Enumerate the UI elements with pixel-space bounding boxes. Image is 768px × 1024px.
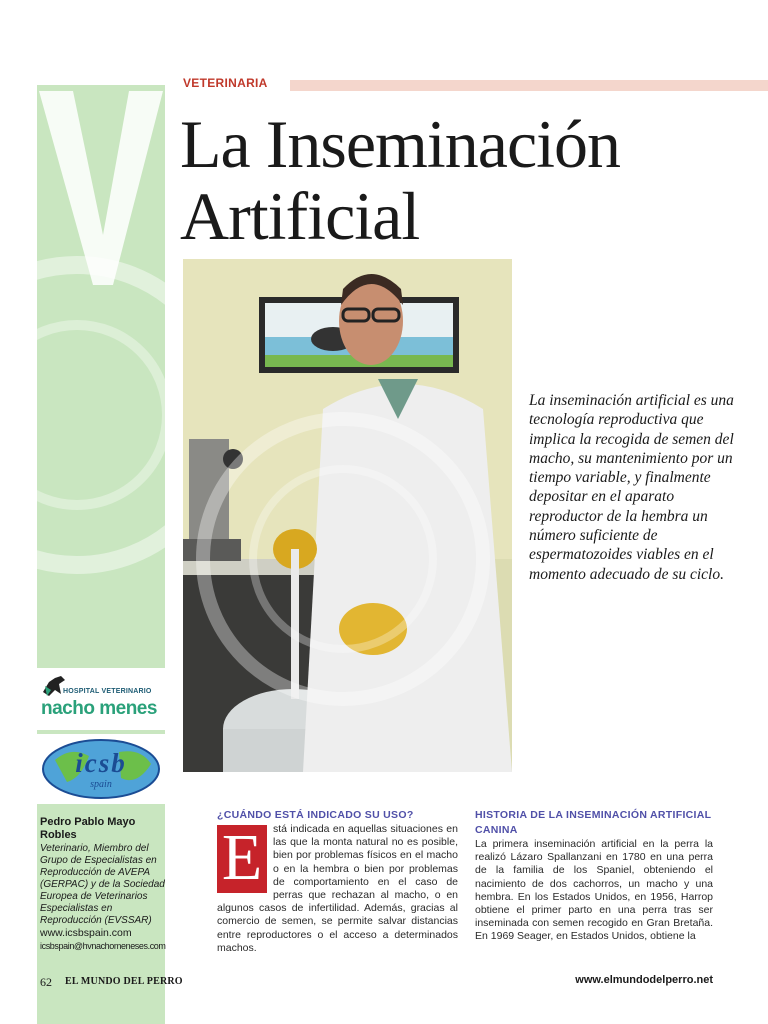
section-label: VETERINARIA: [183, 76, 268, 90]
lead-paragraph: La inseminación artificial es una tecnología reproductiva que implica la recogida de semen del macho, su mantenimiento por un tiempo variable, y finalmente depositar en el aparato reproductor de la hembra un número suficiente de espermatozoides viables en el momento adecuado de su ciclo.: [529, 392, 734, 583]
icsb-logo-text: icsb: [75, 748, 127, 778]
title-line-1: La Inseminación: [180, 106, 621, 182]
article-title: [180, 108, 760, 252]
column-history: [475, 808, 713, 944]
column-heading: HISTORIA DE LA INSEMINACIÓN ARTIFICIAL CANINA: [475, 809, 712, 836]
author-name: Pedro Pablo Mayo Robles: [40, 816, 136, 841]
author-website[interactable]: www.icsbspain.com: [40, 927, 132, 939]
column-body: [217, 823, 458, 955]
column-heading: ¿CUÁNDO ESTÁ INDICADO SU USO?: [217, 809, 414, 821]
article-photo: [183, 259, 512, 772]
icsb-logo: [37, 734, 165, 804]
column-indications: [217, 808, 458, 955]
icsb-logo-subtext: spain: [90, 779, 112, 790]
hospital-logo: [37, 668, 165, 730]
column-body: La primera inseminación artificial en la perra la realizó Lázaro Spallanzani en 1780 en una perra de la familia de los Spaniel, obteniendo el nacimiento de dos cachorros, un macho y una hembra. En los Estados Unidos, en 1956, Harrop obtiene el primer parto en una perra tras ser inseminada con semen recogido en Gran Bretaña. En 1969 Seager, en Estados Unidos, obtiene la: [475, 838, 713, 943]
header-rule: [290, 80, 768, 91]
page-number: 62: [40, 975, 52, 989]
title-line-2: Artificial: [180, 178, 420, 254]
column-text: stá indicada en aquellas situaciones en las que la monta natural no es posible, bien por problemas físicos en el macho o en la hembra o bien por problemas de comportamiento en el caso de perras que rechazan al macho, o en algunos casos de infertilidad. Además, gracias al comercio de semen, se permite salvar distancias entre reproductores o el acceso a determinados machos.: [217, 823, 458, 954]
author-block: [40, 816, 165, 952]
section-letter-watermark: [37, 85, 165, 665]
hospital-logo-line1: HOSPITAL VETERINARIO: [63, 688, 152, 695]
magazine-url[interactable]: www.elmundodelperro.net: [575, 974, 713, 986]
drop-cap: E: [217, 825, 267, 893]
author-email[interactable]: icsbspain@hvnachomeneses.com: [40, 941, 166, 951]
magazine-name: EL MUNDO DEL PERRO: [65, 976, 183, 987]
author-role: Veterinario, Miembro del Grupo de Especialistas en Reproducción de AVEPA (GERPAC) y de la Sociedad Europea de Veterinarios Especialistas en Reproducción (EVSSAR): [40, 843, 165, 926]
hospital-logo-line2: nacho menes: [41, 698, 157, 719]
